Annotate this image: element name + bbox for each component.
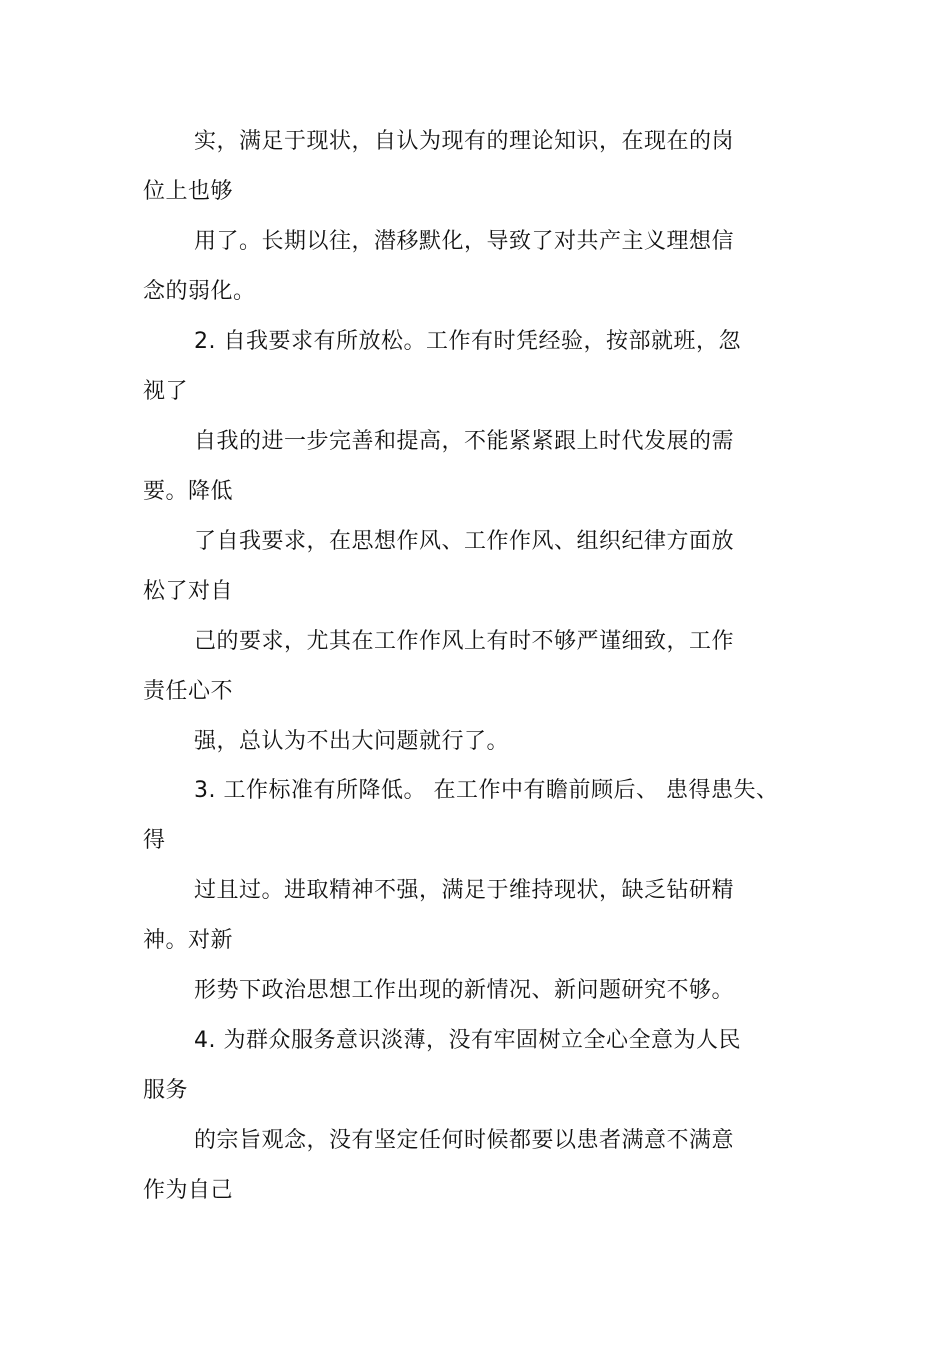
- text-line: 强，总认为不出大问题就行了。: [194, 729, 510, 754]
- text-line: 位上也够: [143, 179, 234, 204]
- text-line: 形势下政治思想工作出现的新情况、新问题研究不够。: [194, 978, 735, 1003]
- text-line: 松了对自: [143, 579, 234, 604]
- text-line: 责任心不: [143, 679, 234, 704]
- text-line: 自我的进一步完善和提高，不能紧紧跟上时代发展的需: [194, 429, 735, 454]
- text-line: 了自我要求，在思想作风、工作作风、组织纪律方面放: [194, 529, 735, 554]
- text-line: 作为自己: [143, 1178, 234, 1203]
- text-line: 得: [143, 828, 166, 853]
- text-line: 4. 为群众服务意识淡薄，没有牢固树立全心全意为人民: [194, 1028, 741, 1053]
- text-line: 神。对新: [143, 928, 234, 953]
- text-line: 己的要求，尤其在工作作风上有时不够严谨细致，工作: [194, 629, 735, 654]
- text-line: 服务: [143, 1078, 189, 1103]
- text-line: 要。降低: [143, 479, 234, 504]
- text-line: 用了。长期以往，潜移默化，导致了对共产主义理想信: [194, 229, 735, 254]
- text-line: 念的弱化。: [143, 279, 256, 304]
- text-line: 视了: [143, 379, 189, 404]
- text-line: 的宗旨观念，没有坚定任何时候都要以患者满意不满意: [194, 1128, 735, 1153]
- text-line: 3. 工作标准有所降低。 在工作中有瞻前顾后、 患得患失、: [194, 778, 779, 803]
- text-line: 2. 自我要求有所放松。工作有时凭经验，按部就班，忽: [194, 329, 741, 354]
- text-line: 过且过。进取精神不强，满足于维持现状，缺乏钻研精: [194, 878, 735, 903]
- text-line: 实，满足于现状，自认为现有的理论知识，在现在的岗: [194, 129, 735, 154]
